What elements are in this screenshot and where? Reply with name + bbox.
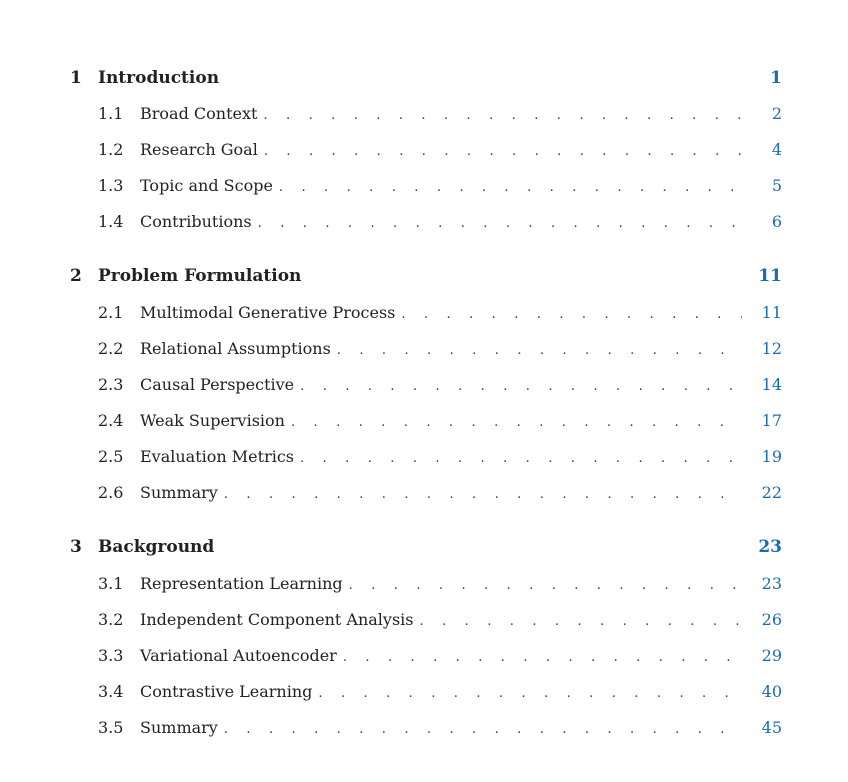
- chapter-page-link[interactable]: 1: [770, 68, 782, 88]
- section-number: 2.4: [98, 411, 124, 430]
- section-number: 1.3: [98, 176, 124, 195]
- chapter-page-link[interactable]: 23: [758, 537, 782, 557]
- section-number: 3.5: [98, 718, 124, 737]
- dot-leader: [224, 483, 742, 507]
- section-number: 2.1: [98, 303, 124, 322]
- section-page-link[interactable]: 5: [771, 176, 782, 195]
- section-page-link[interactable]: 11: [761, 303, 782, 322]
- section-title: Variational Autoencoder: [140, 644, 343, 668]
- chapter-number: 2: [70, 266, 82, 286]
- toc-section-3-4[interactable]: [70, 680, 782, 704]
- section-number: 2.6: [98, 483, 124, 502]
- section-title: Research Goal: [140, 138, 264, 162]
- toc-section-1-1[interactable]: [70, 102, 782, 126]
- section-title: Contrastive Learning: [140, 680, 318, 704]
- section-number: 2.5: [98, 447, 124, 466]
- section-title: Evaluation Metrics: [140, 445, 300, 469]
- section-title: Broad Context: [140, 102, 263, 126]
- section-page-link[interactable]: 45: [761, 718, 782, 737]
- toc-section-1-3[interactable]: [70, 174, 782, 198]
- dot-leader: [300, 375, 742, 399]
- dot-leader: [318, 682, 742, 706]
- section-page-link[interactable]: 2: [771, 104, 782, 123]
- toc-section-2-6[interactable]: [70, 481, 782, 505]
- section-number: 3.4: [98, 682, 124, 701]
- section-title: Relational Assumptions: [140, 337, 337, 361]
- section-number: 1.2: [98, 140, 124, 159]
- section-page-link[interactable]: 40: [761, 682, 782, 701]
- section-page-link[interactable]: 12: [761, 339, 782, 358]
- dot-leader: [401, 303, 742, 327]
- toc-section-3-5[interactable]: [70, 716, 782, 740]
- dot-leader: [263, 104, 742, 128]
- chapter-number: 1: [70, 68, 82, 88]
- toc-section-1-2[interactable]: [70, 138, 782, 162]
- toc-section-3-1[interactable]: [70, 572, 782, 596]
- section-number: 1.1: [98, 104, 124, 123]
- dot-leader: [343, 646, 742, 670]
- dot-leader: [224, 718, 742, 742]
- chapter-page-link[interactable]: 11: [758, 266, 782, 286]
- dot-leader: [337, 339, 742, 363]
- section-page-link[interactable]: 23: [761, 574, 782, 593]
- section-title: Independent Component Analysis: [140, 608, 420, 632]
- section-title: Weak Supervision: [140, 409, 291, 433]
- section-title: Summary: [140, 481, 224, 505]
- toc-section-3-3[interactable]: [70, 644, 782, 668]
- chapter-title: Problem Formulation: [98, 266, 302, 286]
- section-number: 1.4: [98, 212, 124, 231]
- section-title: Causal Perspective: [140, 373, 300, 397]
- section-page-link[interactable]: 19: [761, 447, 782, 466]
- section-page-link[interactable]: 29: [761, 646, 782, 665]
- toc-section-3-2[interactable]: [70, 608, 782, 632]
- toc-chapter-1[interactable]: [70, 66, 782, 90]
- section-page-link[interactable]: 22: [761, 483, 782, 502]
- section-page-link[interactable]: 17: [761, 411, 782, 430]
- toc-section-2-1[interactable]: [70, 301, 782, 325]
- chapter-title: Introduction: [98, 68, 220, 88]
- toc-chapter-3[interactable]: [70, 535, 782, 559]
- toc-section-2-2[interactable]: [70, 337, 782, 361]
- dot-leader: [264, 140, 742, 164]
- toc-section-2-4[interactable]: [70, 409, 782, 433]
- section-title: Representation Learning: [140, 572, 349, 596]
- section-number: 3.3: [98, 646, 124, 665]
- toc-section-2-3[interactable]: [70, 373, 782, 397]
- toc-chapter-2[interactable]: [70, 264, 782, 288]
- section-number: 3.1: [98, 574, 124, 593]
- dot-leader: [291, 411, 742, 435]
- section-page-link[interactable]: 6: [771, 212, 782, 231]
- chapter-number: 3: [70, 537, 82, 557]
- section-page-link[interactable]: 4: [771, 140, 782, 159]
- section-page-link[interactable]: 26: [761, 610, 782, 629]
- toc-section-2-5[interactable]: [70, 445, 782, 469]
- chapter-title: Background: [98, 537, 215, 557]
- dot-leader: [279, 176, 742, 200]
- section-number: 3.2: [98, 610, 124, 629]
- section-title: Topic and Scope: [140, 174, 279, 198]
- dot-leader: [300, 447, 742, 471]
- section-page-link[interactable]: 14: [761, 375, 782, 394]
- dot-leader: [258, 212, 742, 236]
- toc-section-1-4[interactable]: [70, 210, 782, 234]
- dot-leader: [420, 610, 743, 634]
- section-number: 2.3: [98, 375, 124, 394]
- section-title: Contributions: [140, 210, 258, 234]
- section-title: Summary: [140, 716, 224, 740]
- section-number: 2.2: [98, 339, 124, 358]
- dot-leader: [349, 574, 742, 598]
- section-title: Multimodal Generative Process: [140, 301, 401, 325]
